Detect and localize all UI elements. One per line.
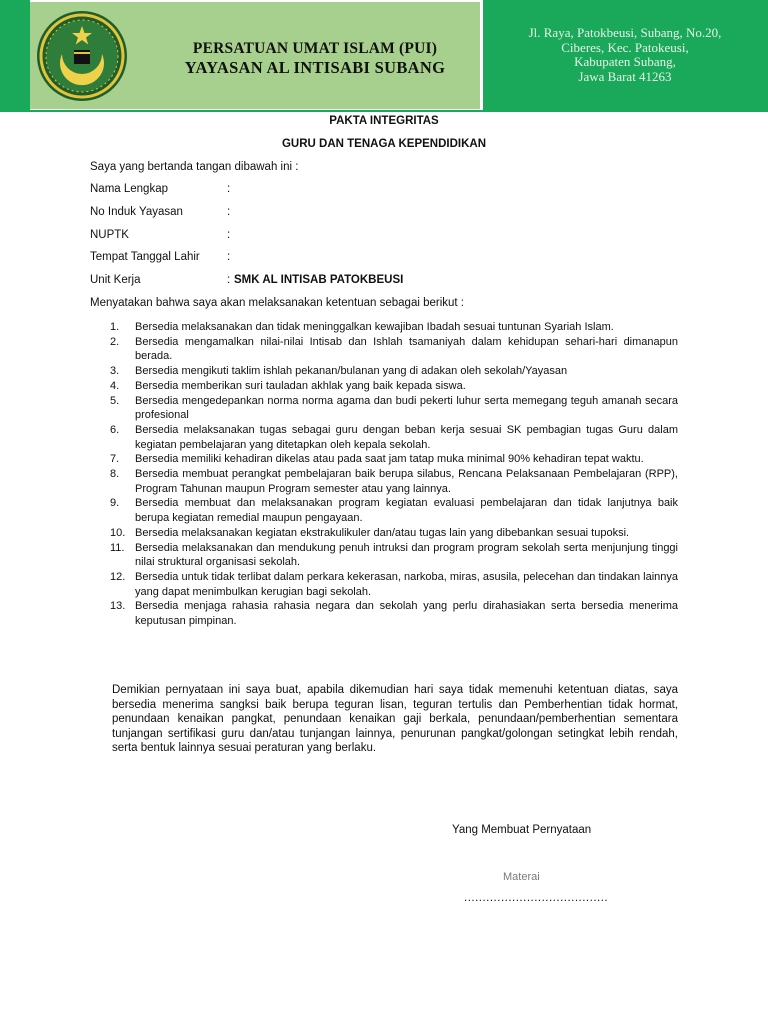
intro-text: Saya yang bertanda tangan dibawah ini :: [90, 161, 299, 173]
letterhead: [0, 0, 768, 111]
crescent-star-logo-icon: [36, 10, 128, 102]
field-colon: :: [227, 251, 231, 263]
item-text: Bersedia membuat dan melaksanakan program kegiatan evaluasi pembelajaran dan tidak lanjutnya baik berupa kegiatan remedial maupun pengayaan.: [135, 497, 678, 525]
field-label: Unit Kerja: [90, 274, 141, 286]
item-text: Bersedia mengikuti taklim ishlah pekanan/bulanan yang di adakan oleh sekolah/Yayasan: [135, 365, 568, 378]
list-item: [90, 320, 678, 335]
list-item: [90, 379, 678, 394]
signer-label: Yang Membuat Pernyataan: [452, 824, 592, 836]
list-item: [90, 364, 678, 379]
item-number: 3.: [110, 365, 120, 378]
address-line: Ciberes, Kec. Patokeusi,: [561, 39, 689, 55]
list-item: [90, 496, 678, 525]
list-item: [90, 599, 678, 628]
item-number: 9.: [110, 497, 120, 510]
list-item: [90, 423, 678, 452]
item-number: 4.: [110, 379, 120, 392]
field-label: Tempat Tanggal Lahir: [90, 251, 200, 263]
field-value: SMK AL INTISAB PATOKBEUSI: [234, 274, 404, 286]
address-line: Jl. Raya, Patokbeusi, Subang, No.20,: [528, 25, 722, 40]
letterhead-left-band: [0, 0, 30, 111]
list-item: [90, 394, 678, 423]
field-colon: :: [227, 274, 231, 286]
address-line: Jawa Barat 41263: [578, 68, 672, 84]
item-number: 7.: [110, 453, 120, 466]
closing-paragraph: Demikian pernyataan ini saya buat, apabila dikemudian hari saya tidak memenuhi ketentuan diatas, saya bersedia menerima sangksi baik berupa teguran lisan, teguran tertulis dan Pemberhentian tidak hormat, penundaan kenaikan pangkat, penundaan kenaikan gaji berkala, penundaan/pemberhentian sementara tunjangan sertifikasi guru dan/atau tunjangan lainnya, penurunan pangkat/golongan setingkat lebih rendah, serta bentuk lainnya sesuai peraturan yang berlaku.: [112, 684, 678, 755]
item-text: Bersedia melaksanakan dan mendukung penuh intruksi dan program program sekolah serta menjunjung tinggi nilai struktural organisasi sekolah.: [135, 541, 678, 569]
commitment-list: [90, 320, 678, 629]
field-label: NUPTK: [90, 229, 129, 241]
item-number: 5.: [110, 394, 120, 407]
item-text: Bersedia melaksanakan tugas sebagai guru dengan beban kerja sesuai SK pembagian tugas Guru dalam kegiatan pembelajaran yang ditetapkan oleh kepala sekolah.: [135, 423, 678, 451]
item-number: 6.: [110, 423, 120, 436]
field-colon: :: [227, 229, 231, 241]
item-text: Bersedia membuat perangkat pembelajaran baik berupa silabus, Rencana Pelaksanaan Pembelajaran (RPP), Program Tahunan maupun Program semester atau yang lainnya.: [135, 468, 678, 495]
item-number: 1.: [110, 321, 120, 333]
address-line: Kabupaten Subang,: [574, 54, 676, 69]
item-text: Bersedia mengamalkan nilai-nilai Intisab dan Ishlah tsamaniyah dalam kehidupan sehari-hari dimanapun berada.: [135, 335, 678, 363]
declaration-text: Menyatakan bahwa saya akan melaksanakan ketentuan sebagai berikut :: [90, 297, 464, 309]
item-number: 10.: [110, 526, 126, 539]
field-colon: :: [227, 183, 231, 195]
list-item: [90, 570, 678, 599]
item-number: 2.: [110, 335, 120, 348]
list-item: [90, 335, 678, 364]
item-number: 8.: [110, 468, 120, 481]
list-item: [90, 452, 678, 467]
item-number: 11.: [110, 541, 125, 554]
stamp-duty-placeholder: Materai: [503, 871, 540, 883]
foundation-name: YAYASAN AL INTISABI SUBANG: [184, 58, 446, 77]
item-number: 12.: [110, 570, 126, 583]
document-title: PAKTA INTEGRITAS: [329, 115, 439, 127]
item-text: Bersedia menjaga rahasia rahasia negara dan sekolah yang perlu dirahasiakan serta bersedia menerima keputusan pimpinan.: [135, 600, 678, 628]
field-colon: :: [227, 206, 231, 218]
item-text: Bersedia memberikan suri tauladan akhlak yang baik kepada siswa.: [135, 379, 466, 392]
address-block: [490, 26, 760, 84]
field-label: Nama Lengkap: [90, 183, 168, 195]
list-item: [90, 467, 678, 496]
letterhead-divider: [0, 110, 768, 112]
item-text: Bersedia melaksanakan dan tidak meninggalkan kewajiban Ibadah sesuai tuntunan Syariah Islam.: [135, 321, 614, 333]
item-text: Bersedia mengedepankan norma norma agama dan budi pekerti luhur serta memegang teguh amanah secara profesional: [135, 394, 678, 422]
list-item: [90, 541, 678, 570]
field-label: No Induk Yayasan: [90, 206, 183, 218]
item-text: Bersedia memiliki kehadiran dikelas atau pada saat jam tatap muka minimal 90% kehadiran tepat waktu.: [135, 453, 644, 466]
document-subtitle: GURU DAN TENAGA KEPENDIDIKAN: [281, 138, 487, 150]
signature-line: .......................................: [464, 892, 609, 904]
item-text: Bersedia untuk tidak terlibat dalam perkara kekerasan, narkoba, miras, asusila, pelecehan dan tindakan lainnya yang dapat menimbulkan kerugian bagi sekolah.: [135, 570, 678, 598]
organization-name: PERSATUAN UMAT ISLAM (PUI): [192, 40, 438, 57]
item-number: 13.: [110, 600, 126, 613]
list-item: [90, 526, 678, 541]
item-text: Bersedia melaksanakan kegiatan ekstrakulikuler dan/atau tugas lain yang dibebankan sesuai tupoksi.: [135, 526, 630, 539]
